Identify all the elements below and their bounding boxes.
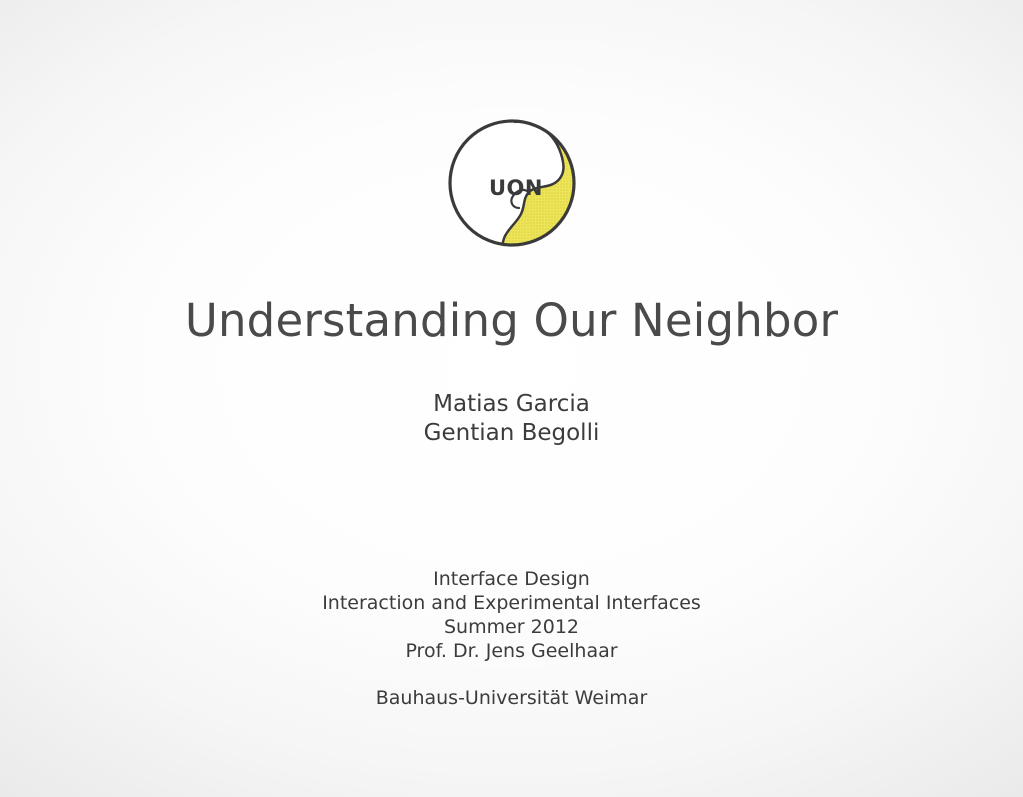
course-line: Summer 2012: [443, 615, 579, 638]
course-line: Interface Design: [433, 567, 590, 590]
author-name: Gentian Begolli: [423, 419, 600, 446]
logo-monogram-text: UON: [488, 176, 543, 200]
course-line: Interaction and Experimental Interfaces: [322, 591, 701, 614]
page-title: Understanding Our Neighbor: [184, 294, 839, 347]
course-line: Prof. Dr. Jens Geelhaar: [405, 639, 618, 662]
course-info: [322, 568, 701, 664]
uon-globe-logo: [437, 108, 587, 258]
institution-name: Bauhaus-Universität Weimar: [375, 686, 648, 709]
author-list: [424, 390, 600, 448]
author-name: Matias Garcia: [433, 390, 590, 417]
